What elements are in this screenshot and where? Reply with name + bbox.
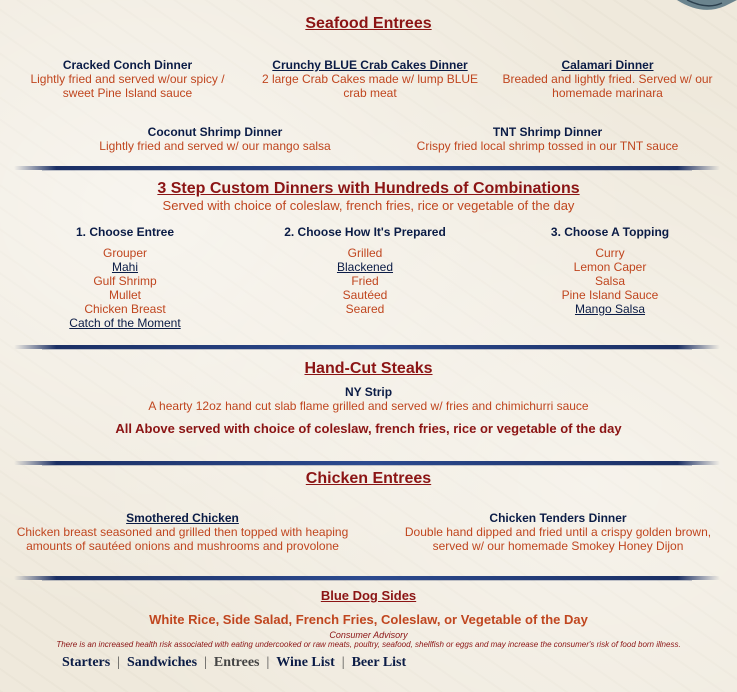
option-link[interactable]: Mango Salsa [574,302,646,316]
nav-beer-list[interactable]: Beer List [351,655,407,670]
custom-column-entree [35,225,215,330]
menu-nav [62,655,406,671]
option-item: Sautéed [342,288,388,302]
custom-column-preparation [260,225,470,316]
seafood-section-title: Seafood Entrees [305,15,432,32]
option-item: Mullet [108,288,141,302]
sides-section-title: Blue Dog Sides [320,588,417,603]
item-description: 2 large Crab Cakes made w/ lump BLUE crab meat [261,72,479,100]
option-link[interactable]: Blackened [336,260,394,274]
option-item: Curry [595,246,625,260]
item-name: Cracked Conch Dinner [62,58,193,72]
nav-separator: | [341,655,345,670]
nav-wine-list[interactable]: Wine List [276,655,335,670]
item-description: Breaded and lightly fried. Served w/ our homemade marinara [502,72,713,100]
item-name-link[interactable]: Smothered Chicken [126,511,239,525]
option-item: Grilled [347,246,383,260]
option-item: Lemon Caper [573,260,647,274]
custom-section-title: 3 Step Custom Dinners with Hundreds of Combinations [157,180,580,197]
menu-item [495,58,720,100]
option-link[interactable]: Mahi [111,260,138,274]
menu-item [398,511,718,553]
item-description: Lightly fried and served w/our spicy / sweet Pine Island sauce [30,72,225,100]
nav-separator: | [266,655,270,670]
advisory-text: There is an increased health risk associated with eating undercooked or raw meats, poultry, seafood, shellfish or eggs and may increase the consumer's risk of food born illness. [56,640,681,649]
column-heading: 3. Choose A Topping [550,225,670,239]
menu-item [60,125,370,153]
chicken-section-title: Chicken Entrees [305,470,432,487]
section-divider [14,345,720,349]
item-description: Chicken breast seasoned and grilled then topped with heaping amounts of sautéed onions and mushrooms and provolone [16,525,349,553]
nav-sandwiches[interactable]: Sandwiches [127,655,198,670]
custom-section-subtitle: Served with choice of coleslaw, french fries, rice or vegetable of the day [162,198,575,213]
item-name-link[interactable]: Calamari Dinner [561,58,654,72]
menu-item [395,125,700,153]
item-name: NY Strip [344,385,393,399]
item-description: A hearty 12oz hand cut slab flame grilled and served w/ fries and chimichurri sauce [148,399,589,413]
menu-item [10,511,355,553]
custom-column-topping [520,225,700,316]
sides-note: All Above served with choice of coleslaw, french fries, rice or vegetable of the day [115,421,622,436]
item-description: Crispy fried local shrimp tossed in our TNT sauce [416,139,679,153]
menu-item [255,58,485,100]
nav-entrees[interactable]: Entrees [213,655,260,670]
nav-separator: | [117,655,121,670]
item-name-link[interactable]: Crunchy BLUE Crab Cakes Dinner [272,58,468,72]
item-name: Chicken Tenders Dinner [489,511,627,525]
item-name: TNT Shrimp Dinner [492,125,603,139]
option-item: Seared [345,302,385,316]
nav-separator: | [204,655,207,670]
sides-list: White Rice, Side Salad, French Fries, Coleslaw, or Vegetable of the Day [149,612,588,627]
item-description: Double hand dipped and fried until a crispy golden brown, served w/ our homemade Smokey Honey Dijon [404,525,712,553]
option-item: Gulf Shrimp [93,274,157,288]
option-item: Grouper [102,246,148,260]
item-description: Lightly fried and served w/ our mango salsa [99,139,331,153]
section-divider [14,166,720,170]
option-item: Chicken Breast [84,302,166,316]
column-heading: 1. Choose Entree [75,225,175,239]
menu-item [20,58,235,100]
option-link[interactable]: Catch of the Moment [69,316,181,330]
nav-starters[interactable]: Starters [62,655,111,670]
option-item: Fried [351,274,379,288]
option-item: Salsa [594,274,626,288]
section-divider [14,461,720,465]
option-item: Pine Island Sauce [561,288,659,302]
item-name: Coconut Shrimp Dinner [147,125,283,139]
section-divider [14,576,720,580]
steaks-section-title: Hand-Cut Steaks [304,360,433,377]
advisory-title: Consumer Advisory [329,630,408,640]
column-heading: 2. Choose How It's Prepared [284,225,446,239]
